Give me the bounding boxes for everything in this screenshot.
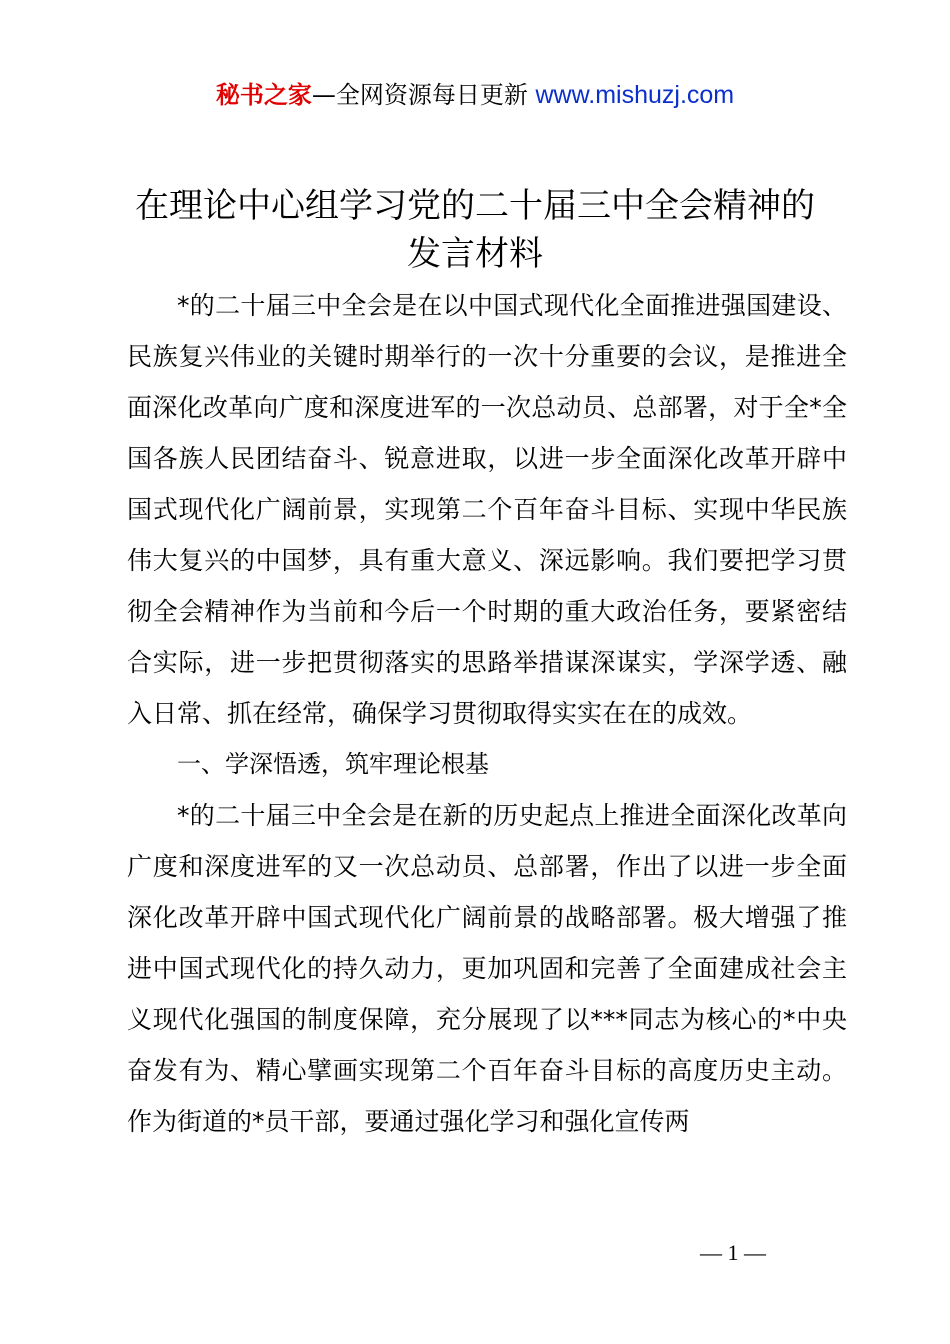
site-url-link[interactable]: www.mishuzj.com <box>535 81 735 109</box>
intro-paragraph: *的二十届三中全会是在以中国式现代化全面推进强国建设、民族复兴伟业的关键时期举行的一次十分重要的会议，是推进全面深化改革向广度和深度进军的一次总动员、总部署，对于全*全国各族人民团结奋斗、锐意进取，以进一步全面深化改革开辟中国式现代化广阔前景，实现第二个百年奋斗目标、实现中华民族伟大复兴的中国梦，具有重大意义、深远影响。我们要把学习贯彻全会精神作为当前和今后一个时期的重大政治任务，要紧密结合实际，进一步把贯彻落实的思路举措谋深谋实，学深学透、融入日常、抓在经常，确保学习贯彻取得实实在在的成效。 <box>127 291 847 728</box>
document-title <box>100 182 850 278</box>
section-1-heading: 一、学深悟透，筑牢理论根基 <box>177 750 489 778</box>
section-1-paragraph: *的二十届三中全会是在新的历史起点上推进全面深化改革向广度和深度进军的又一次总动员、总部署，作出了以进一步全面深化改革开辟中国式现代化广阔前景的战略部署。极大增强了推进中国式现代化的持久动力，更加巩固和完善了全面建成社会主义现代化强国的制度保障，充分展现了以***同志为核心的*中央奋发有为、精心擘画实现第二个百年奋斗目标的高度历史主动。作为街道的*员干部，要通过强化学习和强化宣传两 <box>127 801 847 1136</box>
page-number: — 1 — <box>700 1240 766 1265</box>
site-tagline: —全网资源每日更新 <box>311 81 536 109</box>
document-title-line-2: 发言材料 <box>407 234 543 274</box>
document-body <box>127 280 847 1147</box>
site-banner <box>0 78 950 112</box>
document-title-line-1: 在理论中心组学习党的二十届三中全会精神的 <box>135 186 815 226</box>
site-brand-name: 秘书之家 <box>215 81 312 109</box>
